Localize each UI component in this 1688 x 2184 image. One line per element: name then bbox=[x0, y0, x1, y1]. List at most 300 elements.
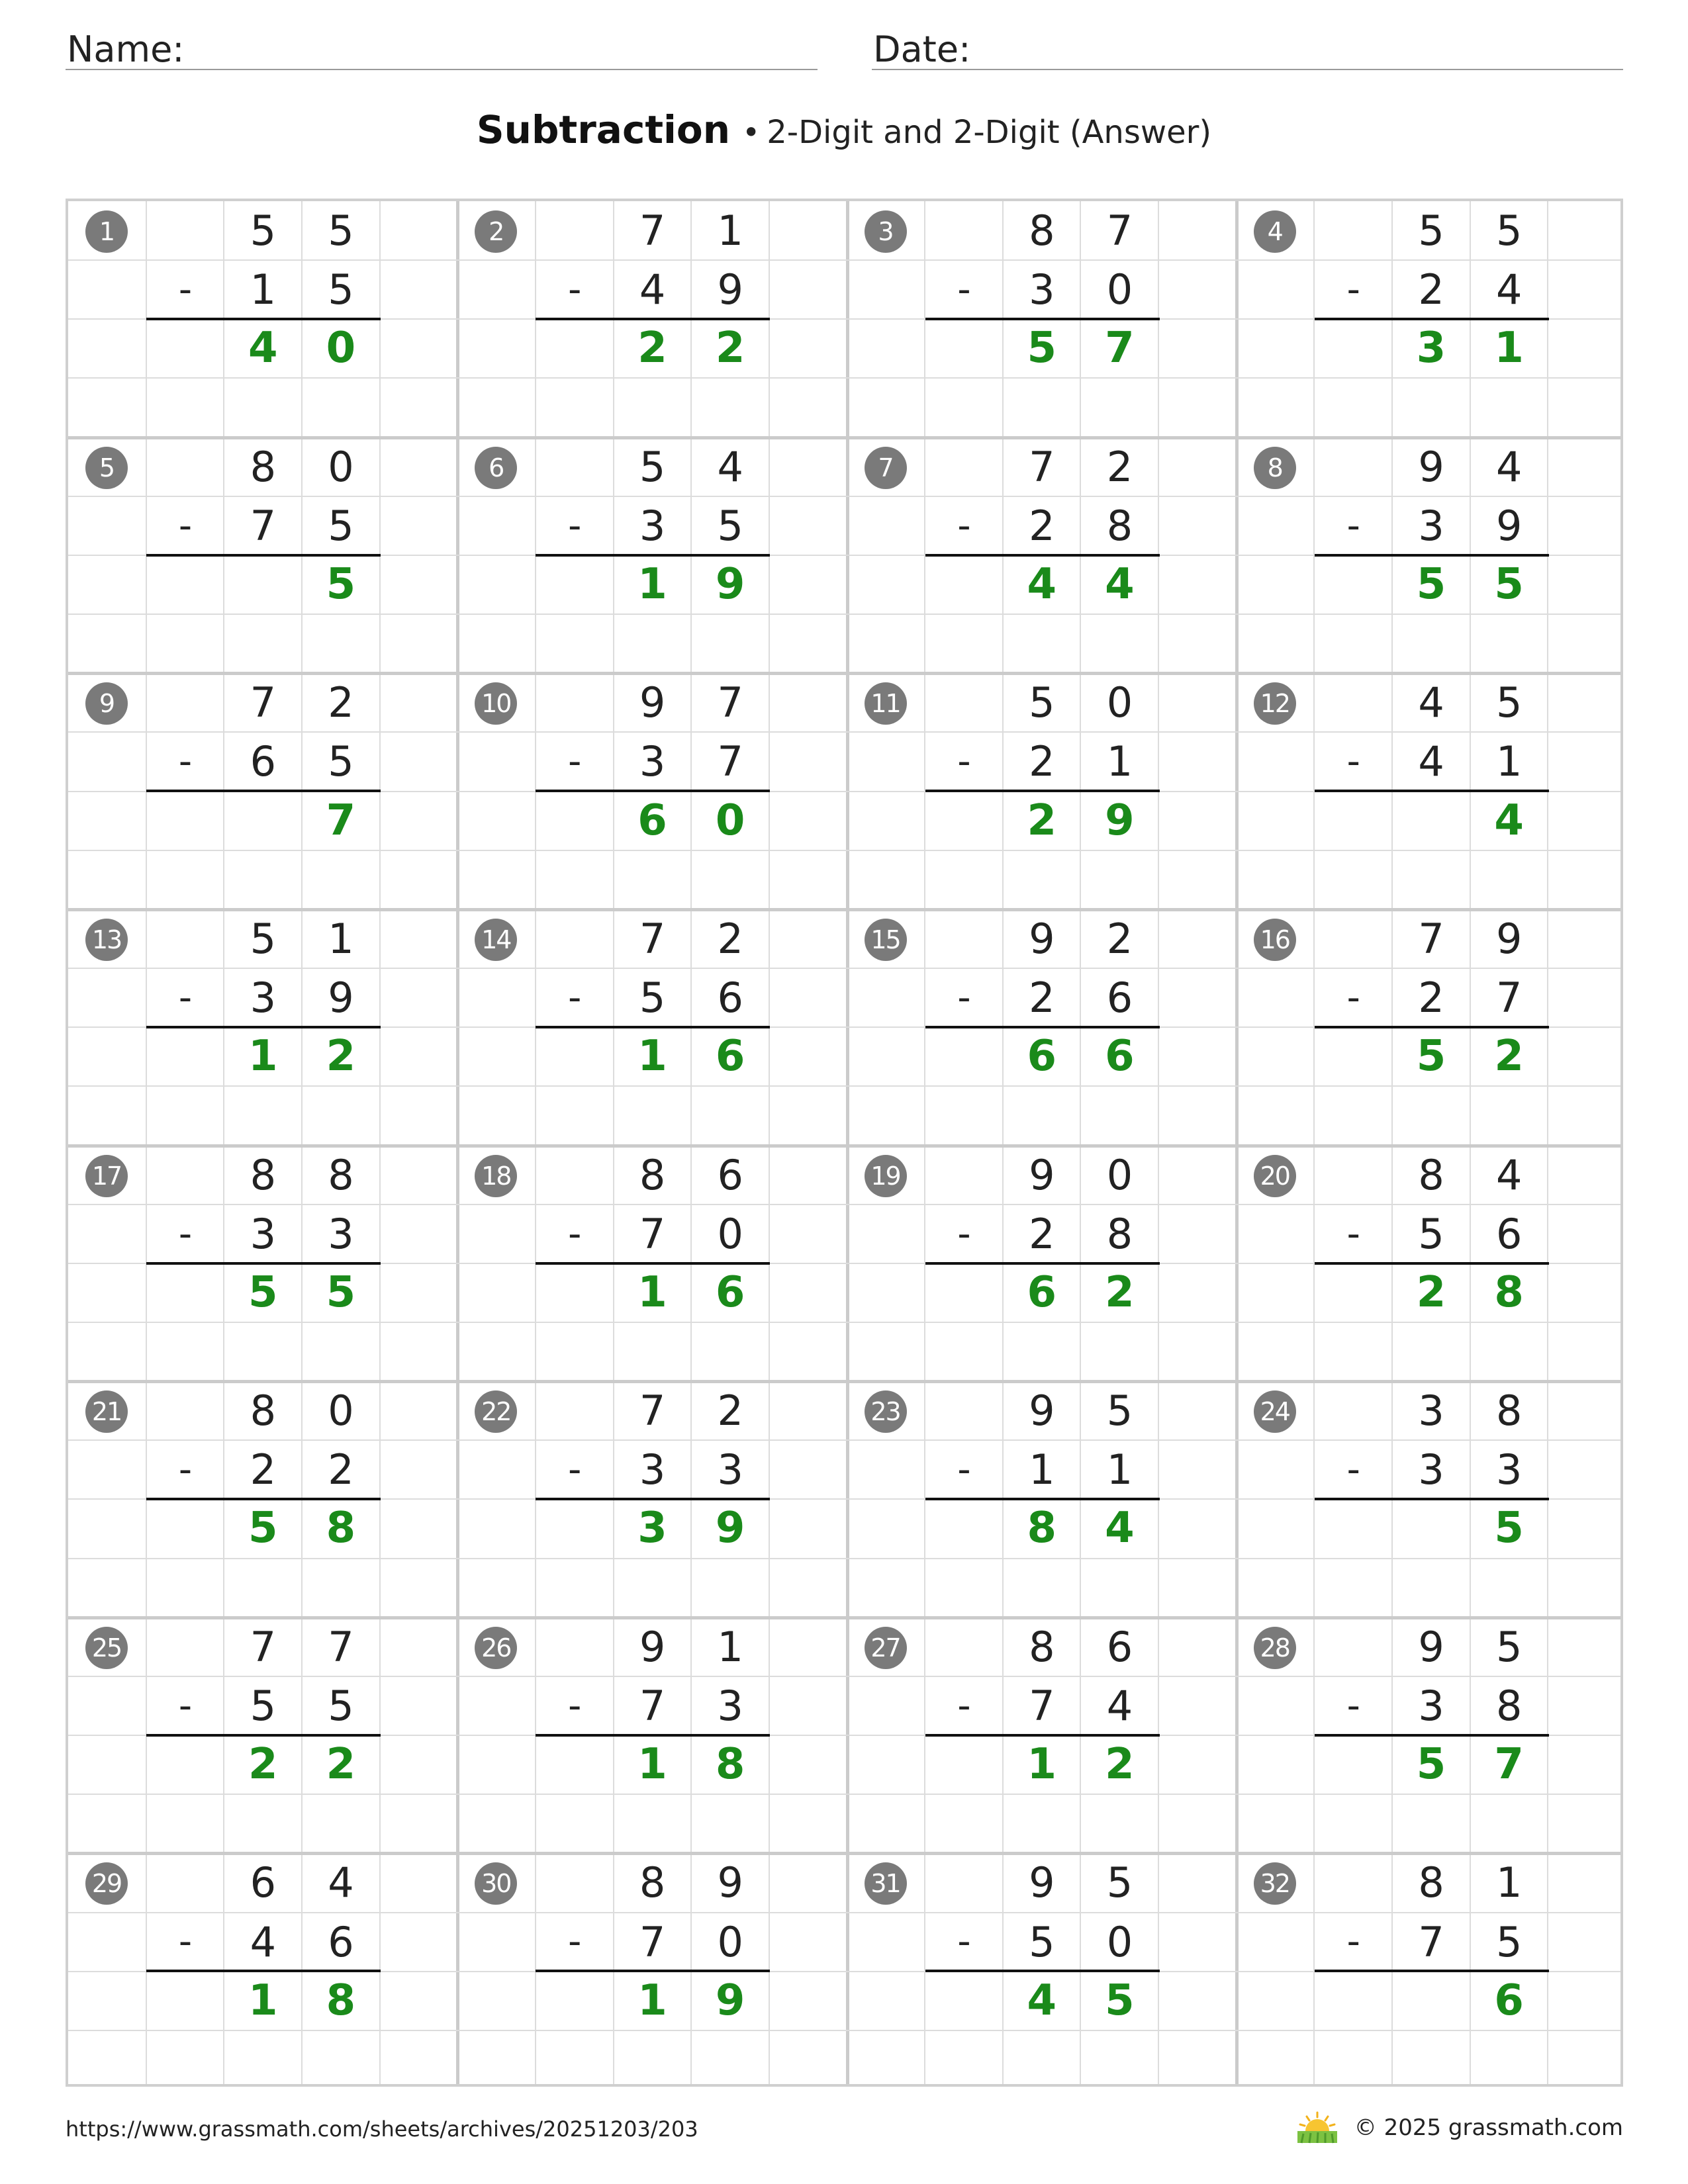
problem-number-badge: 1 bbox=[85, 210, 128, 253]
answer-digit: 4 bbox=[1105, 559, 1135, 609]
subtrahend-digit: 7 bbox=[250, 501, 277, 550]
minus-sign: - bbox=[178, 268, 193, 311]
minuend-digit: 8 bbox=[1418, 1150, 1444, 1199]
subtrahend-digit: 4 bbox=[250, 1917, 277, 1966]
minuend-digit: 5 bbox=[250, 914, 277, 963]
problem-number-badge: 2 bbox=[475, 210, 517, 253]
answer-digit: 9 bbox=[1105, 796, 1135, 845]
subtrahend-digit: 1 bbox=[1106, 737, 1133, 786]
problem-6 bbox=[457, 437, 847, 673]
answer-rule bbox=[925, 790, 1160, 792]
answer-digit: 8 bbox=[1027, 1504, 1057, 1553]
subtrahend-digit: 2 bbox=[1029, 1209, 1055, 1258]
answer-rule bbox=[146, 1498, 381, 1500]
subtrahend-digit: 5 bbox=[1495, 1917, 1523, 1966]
minus-sign: - bbox=[178, 504, 193, 547]
subtrahend-digit: 5 bbox=[1029, 1917, 1055, 1966]
minuend-digit: 7 bbox=[1029, 442, 1055, 491]
minuend-digit: 5 bbox=[1495, 206, 1523, 255]
problem-28 bbox=[1237, 1617, 1623, 1853]
answer-rule bbox=[536, 1026, 770, 1028]
subtrahend-digit: 5 bbox=[250, 1681, 277, 1730]
problem-number-badge: 19 bbox=[865, 1155, 907, 1197]
subtrahend-digit: 3 bbox=[717, 1445, 743, 1494]
grass-sun-logo-icon bbox=[1295, 2111, 1340, 2144]
minuend-digit: 7 bbox=[639, 206, 666, 255]
answer-digit: 5 bbox=[1494, 559, 1524, 609]
minuend-digit: 2 bbox=[1106, 914, 1133, 963]
subtrahend-digit: 9 bbox=[717, 265, 743, 314]
subtrahend-digit: 3 bbox=[639, 1445, 666, 1494]
answer-digit: 5 bbox=[326, 1267, 356, 1317]
answer-digit: 6 bbox=[1027, 1267, 1057, 1317]
subtrahend-digit: 2 bbox=[328, 1445, 354, 1494]
minuend-digit: 8 bbox=[328, 1150, 354, 1199]
subtrahend-digit: 6 bbox=[250, 737, 277, 786]
answer-rule bbox=[925, 1262, 1160, 1265]
minuend-digit: 1 bbox=[1495, 1858, 1523, 1907]
answer-digit: 2 bbox=[1416, 1267, 1446, 1317]
minuend-digit: 7 bbox=[1418, 914, 1444, 963]
minus-sign: - bbox=[1346, 268, 1360, 311]
answer-digit: 8 bbox=[326, 1504, 356, 1553]
minus-sign: - bbox=[568, 268, 582, 311]
answer-digit: 4 bbox=[1494, 796, 1524, 845]
problem-3 bbox=[847, 201, 1237, 437]
problem-13 bbox=[68, 909, 457, 1145]
answer-digit: 9 bbox=[715, 1976, 745, 2025]
answer-rule bbox=[536, 1262, 770, 1265]
problem-18 bbox=[457, 1146, 847, 1381]
subtrahend-digit: 3 bbox=[1418, 1681, 1444, 1730]
subtrahend-digit: 2 bbox=[1029, 974, 1055, 1023]
minuend-digit: 5 bbox=[1495, 678, 1523, 727]
subtrahend-digit: 0 bbox=[1106, 265, 1133, 314]
answer-digit: 2 bbox=[715, 324, 745, 373]
problem-25 bbox=[68, 1617, 457, 1853]
problem-number-badge: 14 bbox=[475, 919, 517, 961]
minuend-digit: 9 bbox=[639, 1622, 666, 1671]
answer-rule bbox=[925, 554, 1160, 557]
minuend-digit: 9 bbox=[1495, 914, 1523, 963]
answer-digit: 1 bbox=[637, 1267, 667, 1317]
minuend-digit: 8 bbox=[1029, 206, 1055, 255]
title-bullet: • bbox=[742, 114, 761, 150]
minuend-digit: 0 bbox=[328, 1387, 354, 1435]
minuend-digit: 5 bbox=[639, 442, 666, 491]
answer-digit bbox=[224, 792, 302, 850]
answer-digit: 5 bbox=[1027, 324, 1057, 373]
problem-19 bbox=[847, 1146, 1237, 1381]
problem-number-badge: 4 bbox=[1254, 210, 1296, 253]
answer-rule bbox=[925, 1026, 1160, 1028]
answer-digit: 4 bbox=[1105, 1504, 1135, 1553]
answer-rule bbox=[536, 1734, 770, 1737]
problem-10 bbox=[457, 673, 847, 909]
minus-sign: - bbox=[568, 1684, 582, 1727]
answer-rule bbox=[536, 554, 770, 557]
answer-digit: 7 bbox=[1105, 324, 1135, 373]
minuend-digit: 8 bbox=[250, 442, 277, 491]
answer-digit: 8 bbox=[715, 1740, 745, 1790]
minuend-digit: 9 bbox=[1029, 1387, 1055, 1435]
answer-rule bbox=[146, 1262, 381, 1265]
answer-rule bbox=[146, 318, 381, 320]
problem-number-badge: 7 bbox=[865, 447, 907, 489]
problem-12 bbox=[1237, 673, 1623, 909]
answer-digit: 1 bbox=[248, 1032, 278, 1081]
problem-number-badge: 13 bbox=[85, 919, 128, 961]
date-field[interactable] bbox=[872, 21, 1623, 70]
minuend-digit: 7 bbox=[328, 1622, 354, 1671]
subtrahend-digit: 8 bbox=[1106, 501, 1133, 550]
answer-digit: 1 bbox=[637, 559, 667, 609]
subtrahend-digit: 2 bbox=[1029, 501, 1055, 550]
minus-sign: - bbox=[957, 976, 971, 1019]
problem-16 bbox=[1237, 909, 1623, 1145]
problem-29 bbox=[68, 1853, 457, 2087]
subtrahend-digit: 8 bbox=[1495, 1681, 1523, 1730]
minus-sign: - bbox=[568, 1448, 582, 1492]
subtrahend-digit: 7 bbox=[1495, 974, 1523, 1023]
answer-digit bbox=[1392, 1499, 1470, 1558]
minuend-digit: 5 bbox=[1495, 1622, 1523, 1671]
minuend-digit: 6 bbox=[250, 1858, 277, 1907]
minus-sign: - bbox=[1346, 976, 1360, 1019]
subtrahend-digit: 0 bbox=[717, 1917, 743, 1966]
subtrahend-digit: 5 bbox=[328, 501, 354, 550]
answer-digit: 8 bbox=[326, 1976, 356, 2025]
minuend-digit: 9 bbox=[1418, 1622, 1444, 1671]
problem-number-badge: 27 bbox=[865, 1627, 907, 1669]
problem-number-badge: 11 bbox=[865, 682, 907, 725]
answer-digit: 0 bbox=[326, 324, 356, 373]
problem-1 bbox=[68, 201, 457, 437]
minus-sign: - bbox=[1346, 1920, 1360, 1964]
minuend-digit: 7 bbox=[250, 678, 277, 727]
minuend-digit: 7 bbox=[639, 914, 666, 963]
answer-digit bbox=[1392, 1972, 1470, 2030]
problem-8 bbox=[1237, 437, 1623, 673]
answer-digit: 6 bbox=[1494, 1976, 1524, 2025]
problem-2 bbox=[457, 201, 847, 437]
subtrahend-digit: 3 bbox=[717, 1681, 743, 1730]
problem-number-badge: 17 bbox=[85, 1155, 128, 1197]
minus-sign: - bbox=[178, 1448, 193, 1492]
answer-digit: 4 bbox=[248, 324, 278, 373]
problem-31 bbox=[847, 1853, 1237, 2087]
name-field[interactable] bbox=[66, 21, 818, 70]
answer-digit: 2 bbox=[1105, 1267, 1135, 1317]
problem-7 bbox=[847, 437, 1237, 673]
problem-27 bbox=[847, 1617, 1237, 1853]
problem-number-badge: 25 bbox=[85, 1627, 128, 1669]
minuend-digit: 5 bbox=[1106, 1858, 1133, 1907]
minus-sign: - bbox=[957, 1448, 971, 1492]
minuend-digit: 2 bbox=[1106, 442, 1133, 491]
minuend-digit: 2 bbox=[328, 678, 354, 727]
minuend-digit: 2 bbox=[717, 914, 743, 963]
minus-sign: - bbox=[957, 1920, 971, 1964]
answer-rule bbox=[536, 790, 770, 792]
minus-sign: - bbox=[178, 976, 193, 1019]
problem-number-badge: 6 bbox=[475, 447, 517, 489]
minuend-digit: 5 bbox=[1029, 678, 1055, 727]
problem-30 bbox=[457, 1853, 847, 2087]
answer-digit: 6 bbox=[1027, 1032, 1057, 1081]
minuend-digit: 8 bbox=[250, 1387, 277, 1435]
minuend-digit: 0 bbox=[1106, 678, 1133, 727]
minus-sign: - bbox=[178, 1920, 193, 1964]
subtrahend-digit: 3 bbox=[1029, 265, 1055, 314]
subtrahend-digit: 3 bbox=[1418, 501, 1444, 550]
minuend-digit: 9 bbox=[639, 678, 666, 727]
answer-digit: 1 bbox=[248, 1976, 278, 2025]
minuend-digit: 6 bbox=[1106, 1622, 1133, 1671]
answer-digit: 2 bbox=[248, 1740, 278, 1790]
minuend-digit: 9 bbox=[1029, 914, 1055, 963]
minus-sign: - bbox=[957, 1212, 971, 1255]
subtrahend-digit: 7 bbox=[717, 737, 743, 786]
minus-sign: - bbox=[568, 504, 582, 547]
answer-digit: 2 bbox=[1105, 1740, 1135, 1790]
minuend-digit: 5 bbox=[250, 206, 277, 255]
answer-rule bbox=[146, 1734, 381, 1737]
subtrahend-digit: 3 bbox=[639, 737, 666, 786]
answer-digit: 1 bbox=[637, 1740, 667, 1790]
answer-rule bbox=[1315, 554, 1549, 557]
problem-number-badge: 18 bbox=[475, 1155, 517, 1197]
answer-digit: 5 bbox=[1416, 559, 1446, 609]
answer-rule bbox=[1315, 318, 1549, 320]
title-subtitle: 2-Digit and 2-Digit (Answer) bbox=[767, 114, 1212, 151]
minus-sign: - bbox=[568, 1212, 582, 1255]
answer-rule bbox=[1315, 1970, 1549, 1972]
problem-number-badge: 23 bbox=[865, 1390, 907, 1433]
problem-number-badge: 32 bbox=[1254, 1862, 1296, 1905]
answer-digit: 6 bbox=[1105, 1032, 1135, 1081]
subtrahend-digit: 3 bbox=[328, 1209, 354, 1258]
answer-digit: 5 bbox=[1105, 1976, 1135, 2025]
minuend-digit: 8 bbox=[639, 1150, 666, 1199]
problem-number-badge: 16 bbox=[1254, 919, 1296, 961]
answer-rule bbox=[925, 1734, 1160, 1737]
answer-rule bbox=[146, 1026, 381, 1028]
problem-number-badge: 10 bbox=[475, 682, 517, 725]
subtrahend-digit: 1 bbox=[1029, 1445, 1055, 1494]
subtrahend-digit: 6 bbox=[1495, 1209, 1523, 1258]
problem-number-badge: 22 bbox=[475, 1390, 517, 1433]
minus-sign: - bbox=[1346, 504, 1360, 547]
answer-rule bbox=[536, 1498, 770, 1500]
answer-rule bbox=[146, 554, 381, 557]
problem-number-badge: 26 bbox=[475, 1627, 517, 1669]
minuend-digit: 4 bbox=[1495, 1150, 1523, 1199]
minuend-digit: 5 bbox=[1418, 206, 1444, 255]
problem-number-badge: 5 bbox=[85, 447, 128, 489]
answer-rule bbox=[1315, 790, 1549, 792]
minuend-digit: 8 bbox=[1029, 1622, 1055, 1671]
title-main: Subtraction bbox=[476, 107, 731, 152]
problem-14 bbox=[457, 909, 847, 1145]
subtrahend-digit: 9 bbox=[328, 974, 354, 1023]
subtrahend-digit: 3 bbox=[250, 974, 277, 1023]
subtrahend-digit: 3 bbox=[1495, 1445, 1523, 1494]
footer-url[interactable]: https://www.grassmath.com/sheets/archives/20251203/203 bbox=[66, 2116, 698, 2142]
problem-number-badge: 9 bbox=[85, 682, 128, 725]
answer-rule bbox=[536, 318, 770, 320]
minuend-digit: 0 bbox=[1106, 1150, 1133, 1199]
subtrahend-digit: 0 bbox=[717, 1209, 743, 1258]
minuend-digit: 7 bbox=[717, 678, 743, 727]
answer-digit: 1 bbox=[637, 1032, 667, 1081]
worksheet-grid bbox=[66, 199, 1623, 2087]
answer-rule bbox=[1315, 1498, 1549, 1500]
answer-rule bbox=[925, 318, 1160, 320]
answer-digit: 5 bbox=[1494, 1504, 1524, 1553]
problem-number-badge: 28 bbox=[1254, 1627, 1296, 1669]
problem-number-badge: 31 bbox=[865, 1862, 907, 1905]
subtrahend-digit: 3 bbox=[639, 501, 666, 550]
problem-23 bbox=[847, 1381, 1237, 1617]
subtrahend-digit: 7 bbox=[639, 1209, 666, 1258]
problem-9 bbox=[68, 673, 457, 909]
subtrahend-digit: 2 bbox=[1418, 974, 1444, 1023]
answer-rule bbox=[1315, 1262, 1549, 1265]
problem-11 bbox=[847, 673, 1237, 909]
minuend-digit: 8 bbox=[639, 1858, 666, 1907]
subtrahend-digit: 5 bbox=[639, 974, 666, 1023]
minuend-digit: 1 bbox=[328, 914, 354, 963]
subtrahend-digit: 5 bbox=[717, 501, 743, 550]
subtrahend-digit: 2 bbox=[1418, 265, 1444, 314]
answer-rule bbox=[146, 790, 381, 792]
answer-digit: 6 bbox=[715, 1267, 745, 1317]
minuend-digit: 2 bbox=[717, 1387, 743, 1435]
problem-15 bbox=[847, 909, 1237, 1145]
answer-digit: 6 bbox=[715, 1032, 745, 1081]
answer-digit: 4 bbox=[1027, 1976, 1057, 2025]
minuend-digit: 8 bbox=[1418, 1858, 1444, 1907]
subtrahend-digit: 5 bbox=[328, 1681, 354, 1730]
minus-sign: - bbox=[957, 504, 971, 547]
answer-digit: 1 bbox=[637, 1976, 667, 2025]
problem-number-badge: 12 bbox=[1254, 682, 1296, 725]
answer-digit: 5 bbox=[326, 559, 356, 609]
minuend-digit: 5 bbox=[328, 206, 354, 255]
answer-rule bbox=[1315, 1026, 1549, 1028]
subtrahend-digit: 6 bbox=[1106, 974, 1133, 1023]
subtrahend-digit: 0 bbox=[1106, 1917, 1133, 1966]
answer-digit: 7 bbox=[1494, 1740, 1524, 1790]
minuend-digit: 9 bbox=[717, 1858, 743, 1907]
subtrahend-digit: 4 bbox=[1418, 737, 1444, 786]
page-title bbox=[0, 106, 1688, 156]
minus-sign: - bbox=[178, 740, 193, 784]
footer-brand bbox=[1295, 2110, 1623, 2146]
minuend-digit: 8 bbox=[250, 1150, 277, 1199]
problem-number-badge: 29 bbox=[85, 1862, 128, 1905]
minuend-digit: 0 bbox=[328, 442, 354, 491]
subtrahend-digit: 3 bbox=[250, 1209, 277, 1258]
subtrahend-digit: 5 bbox=[1418, 1209, 1444, 1258]
answer-digit: 3 bbox=[637, 1504, 667, 1553]
subtrahend-digit: 6 bbox=[717, 974, 743, 1023]
minuend-digit: 8 bbox=[1495, 1387, 1523, 1435]
date-label: Date: bbox=[873, 28, 971, 70]
answer-rule bbox=[925, 1970, 1160, 1972]
problem-number-badge: 24 bbox=[1254, 1390, 1296, 1433]
minuend-digit: 4 bbox=[1418, 678, 1444, 727]
minuend-digit: 4 bbox=[717, 442, 743, 491]
answer-rule bbox=[1315, 1734, 1549, 1737]
minuend-digit: 1 bbox=[717, 1622, 743, 1671]
minus-sign: - bbox=[178, 1212, 193, 1255]
answer-digit bbox=[224, 555, 302, 614]
minuend-digit: 9 bbox=[1029, 1150, 1055, 1199]
subtrahend-digit: 6 bbox=[328, 1917, 354, 1966]
problem-17 bbox=[68, 1146, 457, 1381]
answer-digit: 1 bbox=[1494, 324, 1524, 373]
problem-5 bbox=[68, 437, 457, 673]
answer-digit: 8 bbox=[1494, 1267, 1524, 1317]
answer-digit: 1 bbox=[1027, 1740, 1057, 1790]
minuend-digit: 9 bbox=[1029, 1858, 1055, 1907]
answer-digit: 4 bbox=[1027, 559, 1057, 609]
problem-20 bbox=[1237, 1146, 1623, 1381]
answer-digit bbox=[1392, 792, 1470, 850]
problem-number-badge: 30 bbox=[475, 1862, 517, 1905]
minus-sign: - bbox=[1346, 740, 1360, 784]
answer-digit: 5 bbox=[1416, 1032, 1446, 1081]
problem-24 bbox=[1237, 1381, 1623, 1617]
minus-sign: - bbox=[568, 1920, 582, 1964]
answer-digit: 5 bbox=[1416, 1740, 1446, 1790]
answer-digit: 9 bbox=[715, 1504, 745, 1553]
minuend-digit: 6 bbox=[717, 1150, 743, 1199]
problem-26 bbox=[457, 1617, 847, 1853]
subtrahend-digit: 4 bbox=[1106, 1681, 1133, 1730]
minuend-digit: 3 bbox=[1418, 1387, 1444, 1435]
minus-sign: - bbox=[957, 268, 971, 311]
subtrahend-digit: 7 bbox=[639, 1917, 666, 1966]
answer-digit: 2 bbox=[1027, 796, 1057, 845]
answer-digit: 2 bbox=[637, 324, 667, 373]
minus-sign: - bbox=[1346, 1212, 1360, 1255]
problem-number-badge: 3 bbox=[865, 210, 907, 253]
subtrahend-digit: 5 bbox=[328, 737, 354, 786]
subtrahend-digit: 1 bbox=[250, 265, 277, 314]
subtrahend-digit: 3 bbox=[1418, 1445, 1444, 1494]
answer-digit: 6 bbox=[637, 796, 667, 845]
subtrahend-digit: 7 bbox=[1029, 1681, 1055, 1730]
subtrahend-digit: 7 bbox=[639, 1681, 666, 1730]
answer-rule bbox=[146, 1970, 381, 1972]
subtrahend-digit: 4 bbox=[639, 265, 666, 314]
minuend-digit: 1 bbox=[717, 206, 743, 255]
answer-rule bbox=[536, 1970, 770, 1972]
problem-number-badge: 15 bbox=[865, 919, 907, 961]
minuend-digit: 7 bbox=[1106, 206, 1133, 255]
subtrahend-digit: 1 bbox=[1495, 737, 1523, 786]
answer-digit: 3 bbox=[1416, 324, 1446, 373]
subtrahend-digit: 8 bbox=[1106, 1209, 1133, 1258]
minus-sign: - bbox=[957, 740, 971, 784]
minus-sign: - bbox=[1346, 1448, 1360, 1492]
subtrahend-digit: 7 bbox=[1418, 1917, 1444, 1966]
answer-digit: 2 bbox=[326, 1740, 356, 1790]
minuend-digit: 9 bbox=[1418, 442, 1444, 491]
